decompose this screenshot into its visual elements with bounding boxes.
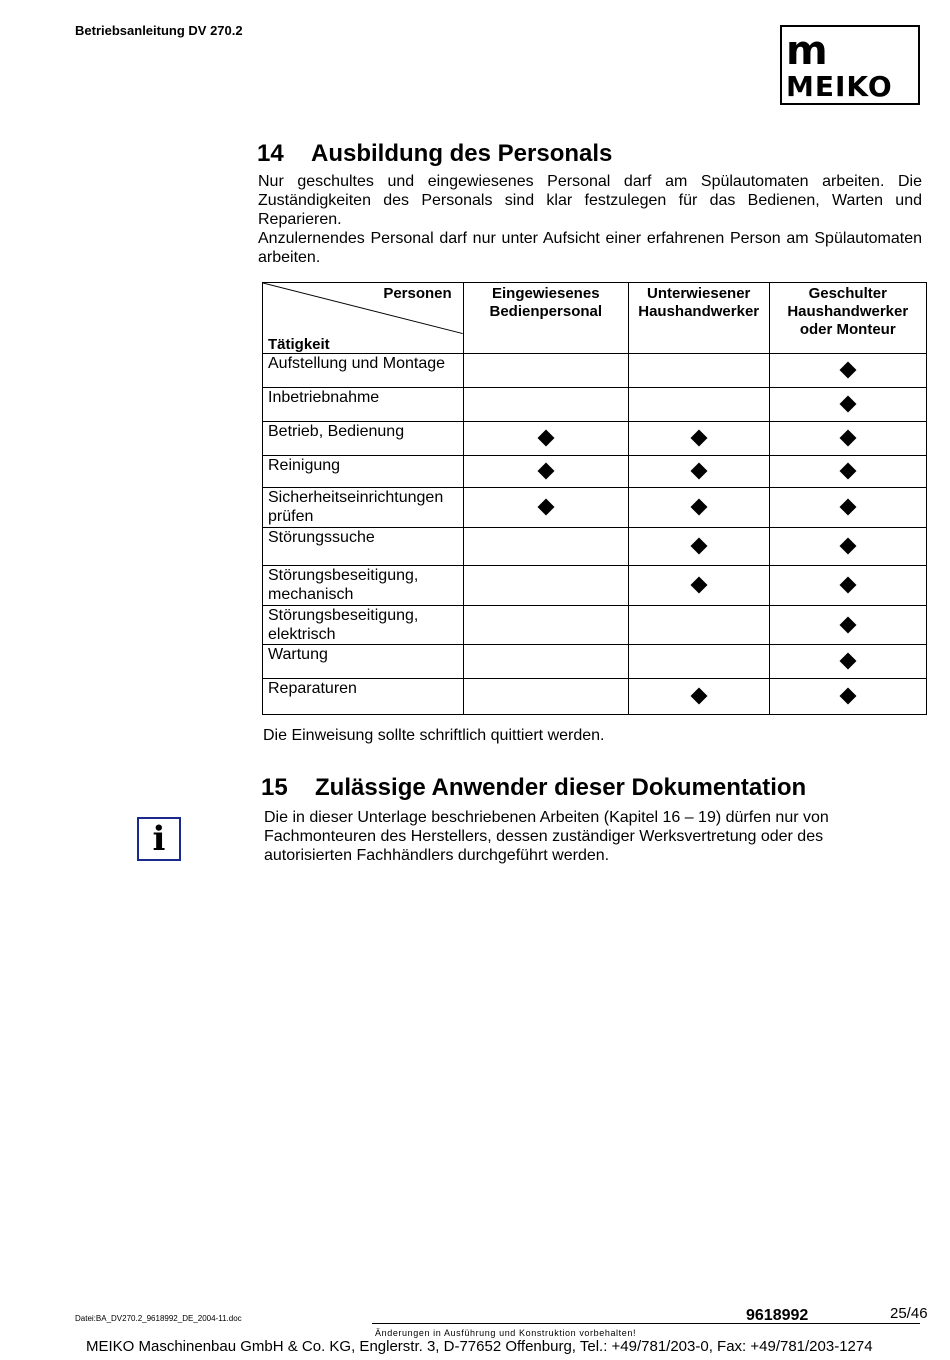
responsibility-cell (769, 388, 926, 422)
responsibility-cell (769, 422, 926, 456)
section-15-number: 15 (261, 774, 288, 801)
diamond-marker-icon (839, 499, 856, 516)
diamond-marker-icon (537, 499, 554, 516)
section-15-body: Die in dieser Unterlage beschriebenen Arbeiten (Kapitel 16 – 19) dürfen nur von Fachmonteuren des Herstellers, dessen zuständiger Werksvertretung oder des autorisierten Fachhändlers durchgeführt werden. (264, 809, 829, 864)
activity-cell: Wartung (263, 645, 464, 679)
responsibility-cell (463, 422, 628, 456)
footer-address: MEIKO Maschinenbau GmbH & Co. KG, Englerstr. 3, D-77652 Offenburg, Tel.: +49/781/203-0, Fax: +49/781/203-1274 (86, 1338, 873, 1355)
footer-notice: Änderungen in Ausführung und Konstruktion vorbehalten! (375, 1328, 637, 1338)
diamond-marker-icon (839, 688, 856, 705)
info-icon (137, 817, 181, 861)
diamond-marker-icon (690, 577, 707, 594)
qualification-matrix (262, 282, 927, 715)
responsibility-cell (769, 566, 926, 606)
section-14-title: Ausbildung des Personals (311, 140, 613, 167)
responsibility-cell (463, 388, 628, 422)
responsibility-cell (628, 645, 769, 679)
activity-cell: Sicherheitseinrichtungen prüfen (263, 488, 464, 528)
diamond-marker-icon (839, 430, 856, 447)
responsibility-cell (463, 488, 628, 528)
column-header: Geschulter Haushandwerker oder Monteur (769, 283, 926, 354)
matrix-row (263, 422, 927, 456)
activity-cell: Störungsbeseitigung, mechanisch (263, 566, 464, 606)
diamond-marker-icon (537, 430, 554, 447)
diamond-marker-icon (690, 688, 707, 705)
responsibility-cell (628, 528, 769, 566)
section-15-title: Zulässige Anwender dieser Dokumentation (315, 774, 807, 801)
section-14-heading (257, 140, 612, 168)
matrix-row (263, 679, 927, 715)
activity-cell: Störungsbeseitigung, elektrisch (263, 606, 464, 645)
corner-label-personen: Personen (383, 285, 452, 302)
section-14-number: 14 (257, 140, 284, 167)
responsibility-cell (463, 645, 628, 679)
diamond-marker-icon (839, 538, 856, 555)
section-14-body (258, 172, 922, 267)
matrix-note: Die Einweisung sollte schriftlich quittiert werden. (263, 727, 605, 744)
responsibility-cell (463, 606, 628, 645)
diamond-marker-icon (690, 463, 707, 480)
info-glyph: i (152, 819, 166, 859)
corner-label-taetigkeit: Tätigkeit (268, 336, 330, 353)
matrix-row (263, 354, 927, 388)
diamond-marker-icon (690, 430, 707, 447)
column-header: Unterwiesener Haushandwerker (628, 283, 769, 354)
matrix-row (263, 566, 927, 606)
meiko-logo (780, 25, 920, 105)
responsibility-cell (463, 354, 628, 388)
responsibility-cell (463, 528, 628, 566)
responsibility-cell (628, 354, 769, 388)
responsibility-cell (463, 679, 628, 715)
responsibility-cell (628, 606, 769, 645)
matrix-row (263, 388, 927, 422)
activity-cell: Reinigung (263, 456, 464, 488)
document-title: Betriebsanleitung DV 270.2 (75, 23, 243, 38)
logo-mark: m (786, 28, 826, 74)
matrix-row (263, 606, 927, 645)
responsibility-cell (628, 679, 769, 715)
matrix-row (263, 528, 927, 566)
activity-cell: Reparaturen (263, 679, 464, 715)
responsibility-cell (628, 456, 769, 488)
responsibility-cell (628, 488, 769, 528)
responsibility-cell (628, 388, 769, 422)
diamond-marker-icon (690, 499, 707, 516)
matrix-corner-cell (263, 283, 464, 354)
activity-cell: Aufstellung und Montage (263, 354, 464, 388)
section-15-heading (261, 774, 806, 802)
matrix-row (263, 488, 927, 528)
responsibility-cell (769, 488, 926, 528)
column-header: Eingewiesenes Bedienpersonal (463, 283, 628, 354)
matrix-row (263, 645, 927, 679)
responsibility-cell (769, 679, 926, 715)
diamond-marker-icon (839, 396, 856, 413)
responsibility-cell (463, 566, 628, 606)
diamond-marker-icon (839, 577, 856, 594)
diamond-marker-icon (839, 362, 856, 379)
logo-text: MEIKO (786, 70, 893, 103)
responsibility-cell (769, 528, 926, 566)
footer-file-name: Datei:BA_DV270.2_9618992_DE_2004-11.doc (75, 1314, 242, 1323)
activity-cell: Störungssuche (263, 528, 464, 566)
matrix-row (263, 456, 927, 488)
footer-divider (372, 1323, 920, 1324)
responsibility-cell (769, 456, 926, 488)
activity-cell: Inbetriebnahme (263, 388, 464, 422)
responsibility-cell (628, 422, 769, 456)
responsibility-cell (463, 456, 628, 488)
section-14-para-1: Nur geschultes und eingewiesenes Personal darf am Spülautomaten arbeiten. Die Zuständigkeiten des Personals sind klar festzulegen für das Bedienen, Warten und Reparieren. (258, 173, 922, 228)
diamond-marker-icon (839, 463, 856, 480)
diamond-marker-icon (537, 463, 554, 480)
diamond-marker-icon (839, 616, 856, 633)
responsibility-cell (769, 354, 926, 388)
responsibility-cell (628, 566, 769, 606)
footer-doc-number: 9618992 (746, 1307, 809, 1324)
activity-cell: Betrieb, Bedienung (263, 422, 464, 456)
footer-page-number: 25/46 (890, 1305, 928, 1322)
diamond-marker-icon (690, 538, 707, 555)
diamond-marker-icon (839, 653, 856, 670)
responsibility-cell (769, 606, 926, 645)
section-14-para-2: Anzulernendes Personal darf nur unter Aufsicht einer erfahrenen Person am Spülautomaten arbeiten. (258, 230, 922, 266)
responsibility-cell (769, 645, 926, 679)
